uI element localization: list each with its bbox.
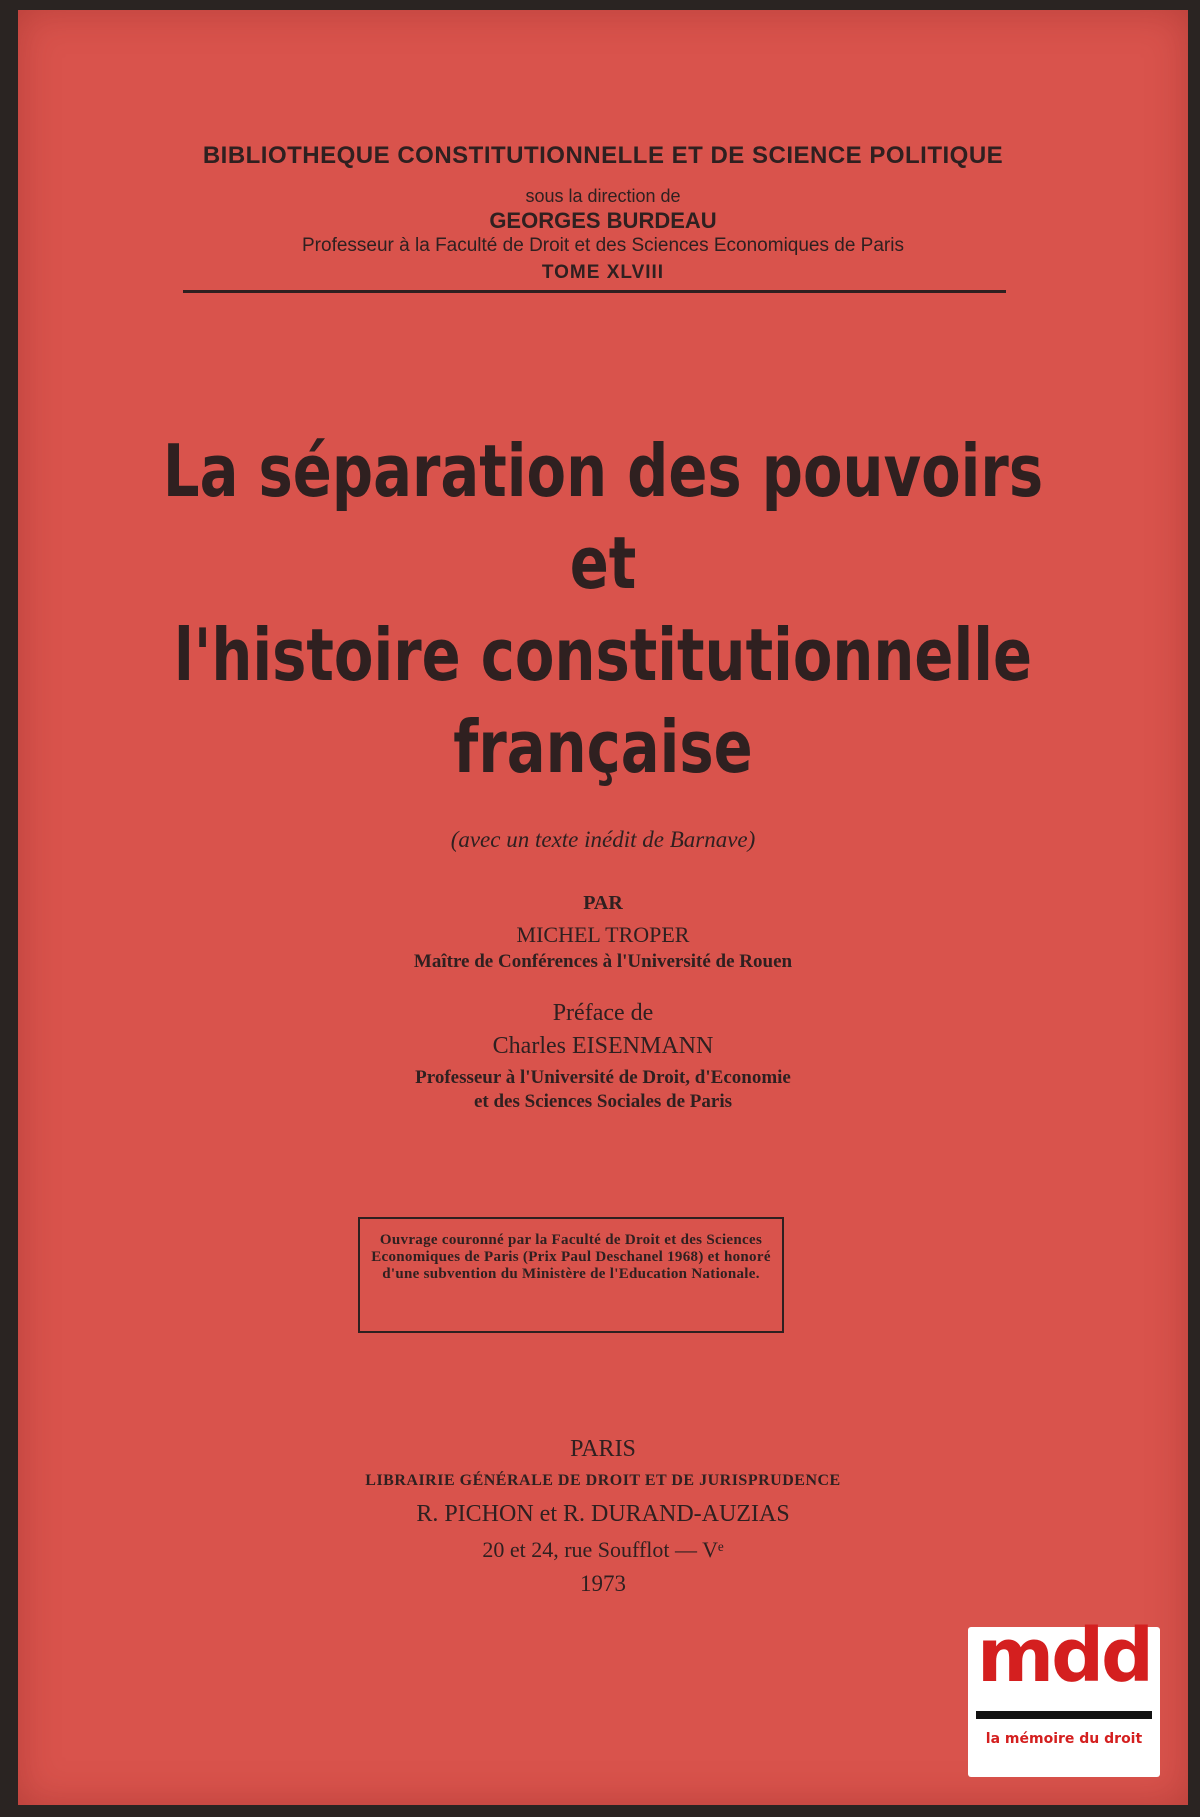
title-line-2: et bbox=[569, 521, 637, 605]
direction-label: sous la direction de bbox=[525, 186, 681, 206]
series-director: GEORGES BURDEAU bbox=[489, 208, 717, 233]
title-line-3: l'histoire constitutionnelle bbox=[173, 613, 1033, 697]
preface-label: Préface de bbox=[552, 1000, 654, 1026]
title-line-4: française bbox=[453, 705, 753, 789]
publisher-address: 20 et 24, rue Soufflot — Vᵉ bbox=[482, 1537, 724, 1562]
logo-tagline: la mémoire du droit bbox=[985, 1731, 1143, 1747]
author-affiliation: Maître de Conférences à l'Université de Rouen bbox=[413, 951, 793, 972]
preface-affiliation-line-2: et des Sciences Sociales de Paris bbox=[473, 1091, 733, 1112]
tome-number: TOME XLVIII bbox=[541, 262, 665, 283]
publisher-name: LIBRAIRIE GÉNÉRALE DE DROIT ET DE JURISPRUDENCE bbox=[365, 1472, 841, 1489]
by-label: PAR bbox=[583, 892, 623, 914]
director-affiliation: Professeur à la Faculté de Droit et des Sciences Economiques de Paris bbox=[302, 235, 904, 256]
preface-affiliation-line-1: Professeur à l'Université de Droit, d'Economie bbox=[415, 1067, 791, 1088]
book-cover bbox=[18, 10, 1188, 1805]
preface-author: Charles EISENMANN bbox=[492, 1033, 714, 1059]
publication-year: 1973 bbox=[580, 1571, 626, 1596]
author-name: MICHEL TROPER bbox=[516, 922, 690, 947]
logo-bar bbox=[976, 1711, 1152, 1719]
series-name: BIBLIOTHEQUE CONSTITUTIONNELLE ET DE SCIENCE POLITIQUE bbox=[202, 142, 1004, 169]
header-divider bbox=[183, 290, 1006, 293]
title-line-1: La séparation des pouvoirs bbox=[162, 429, 1044, 513]
subtitle: (avec un texte inédit de Barnave) bbox=[450, 827, 756, 852]
watermark-logo bbox=[968, 1613, 1160, 1777]
prize-note-box bbox=[358, 1217, 784, 1333]
publisher-editors: R. PICHON et R. DURAND-AUZIAS bbox=[416, 1501, 790, 1527]
prize-note: Ouvrage couronné par la Faculté de Droit et des Sciences Economiques de Paris (Prix Paul Deschanel 1968) et honoré d'une subvention du Ministère de l'Education Nationale. bbox=[371, 1232, 771, 1282]
imprint-city: PARIS bbox=[570, 1436, 636, 1462]
logo-mark: mdd bbox=[976, 1613, 1152, 1699]
